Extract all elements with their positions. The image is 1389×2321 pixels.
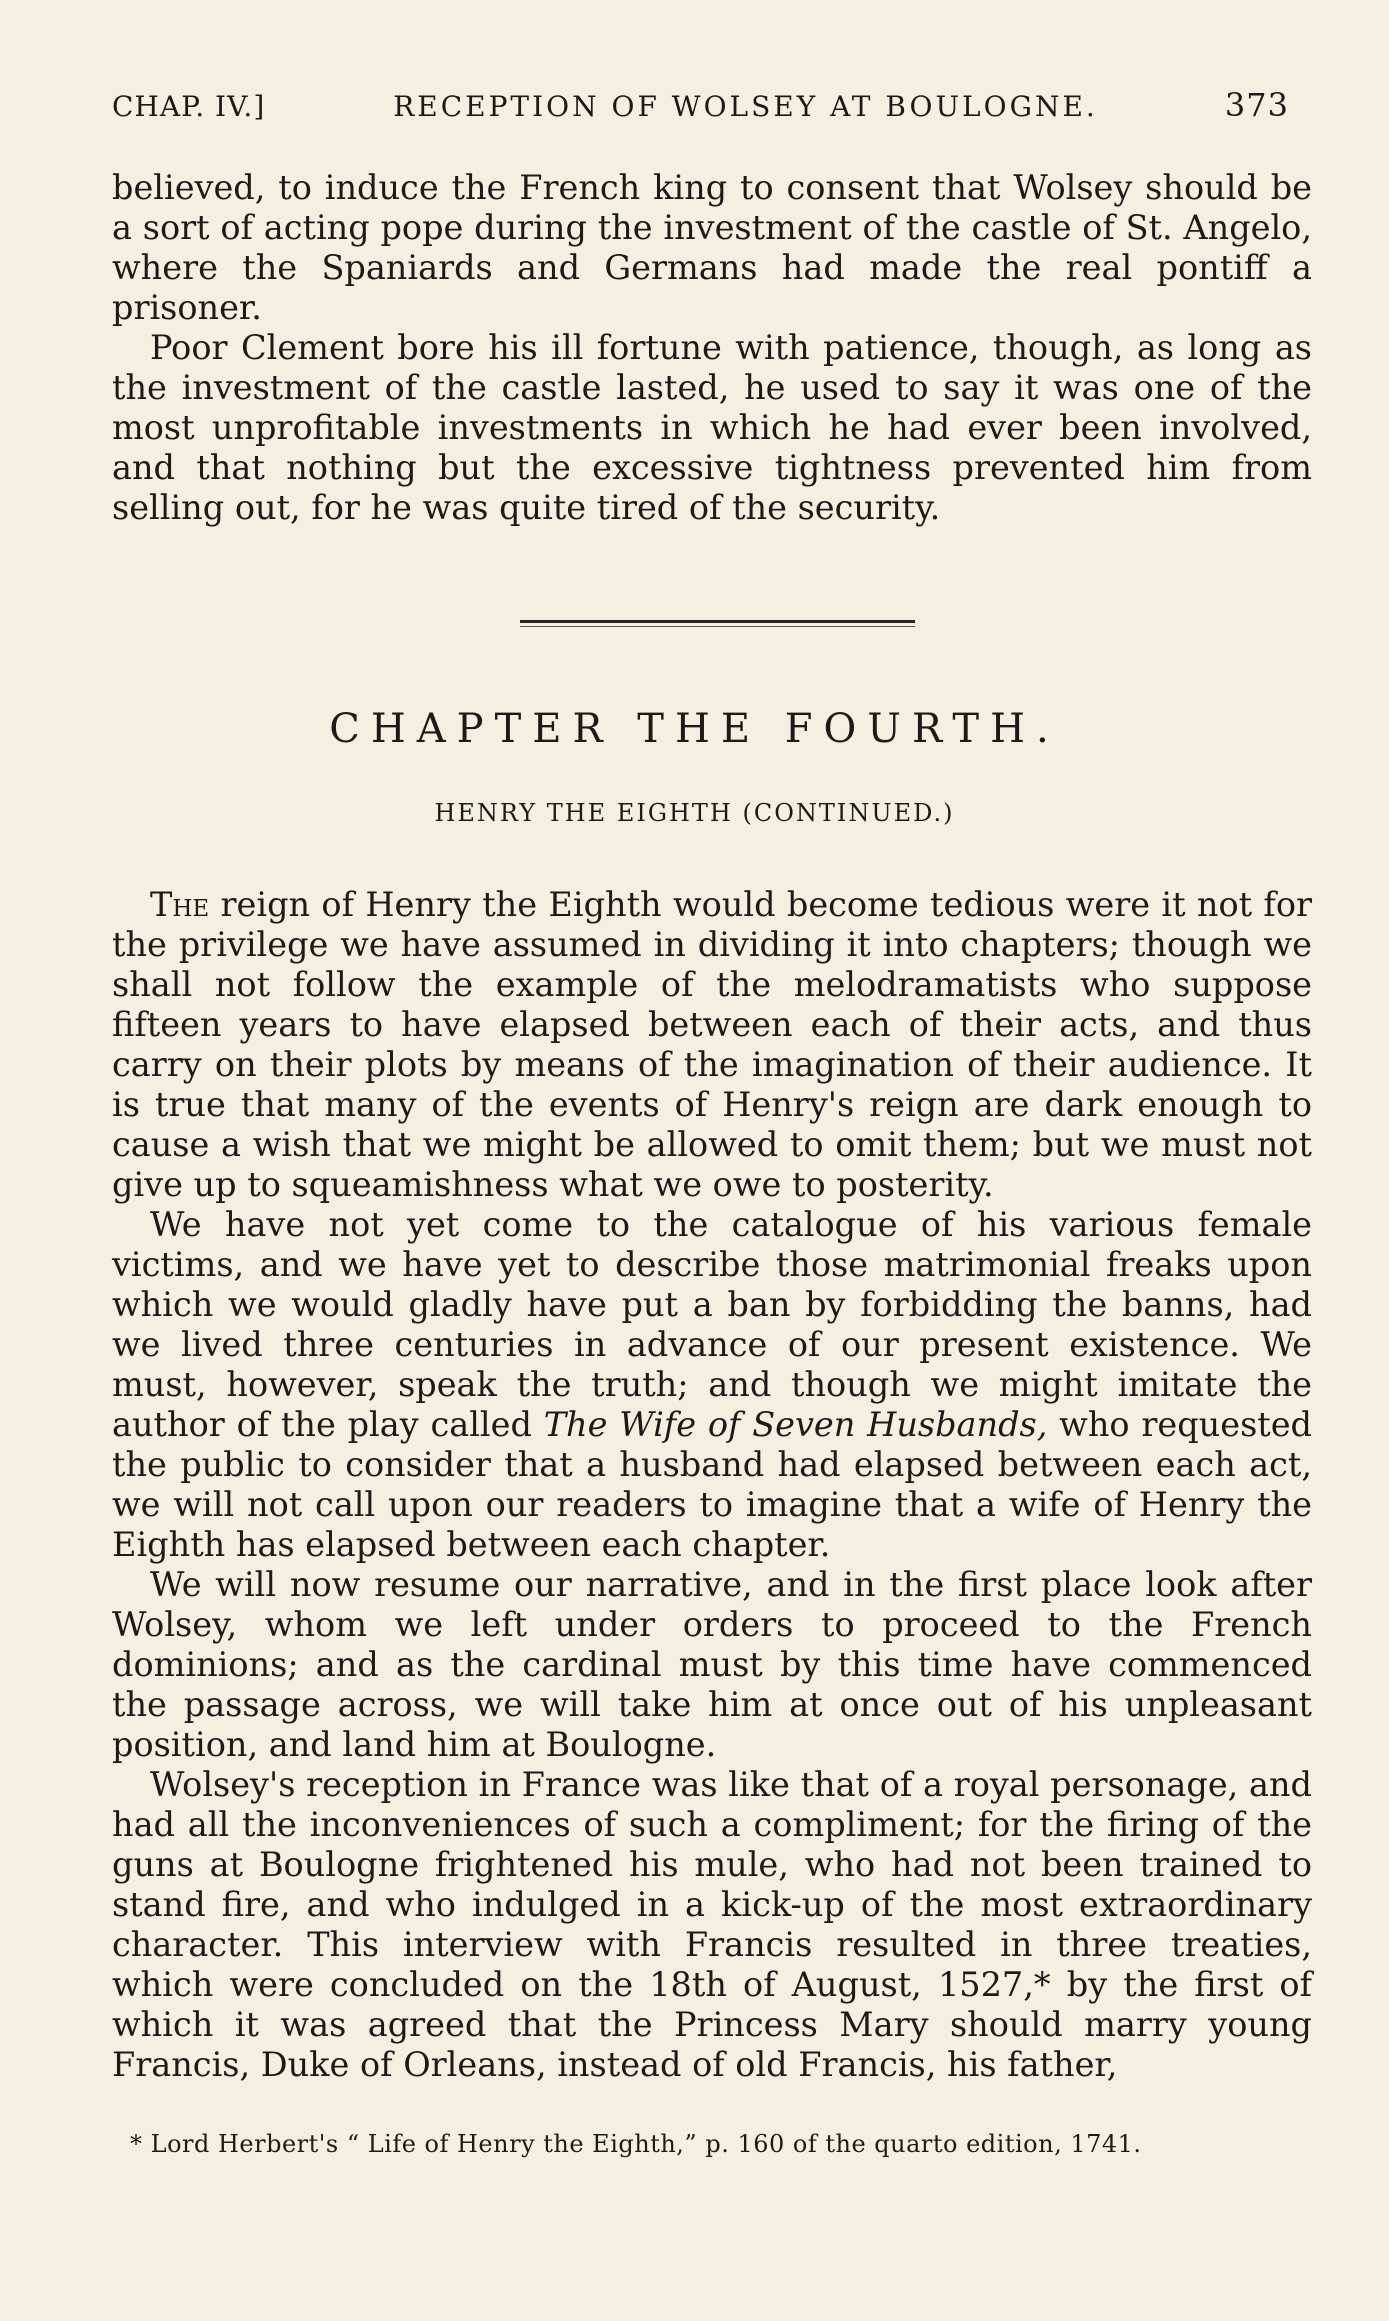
chapter-subheading: HENRY THE EIGHTH (CONTINUED.) [434,799,955,827]
paragraph-text: who requested the public to consider that a husband had elapsed between each act, we will not call upon our readers to imagine that a wife of Henry the Eighth has elapsed between each chapter. [112,1405,1313,1564]
opening-paragraph-text: reign of Henry the Eighth would become tedious were it not for the privilege we have assumed in dividing it into chapters; though we shall not follow the example of the melodramatists who suppose fifteen years to have elapsed between each of their acts, and thus carry on their plots by means of the imagination of their audience. It is true that many of the events of Henry's reign are dark enough to cause a wish that we might be allowed to omit them; but we must not give up to squeamishness what we owe to posterity. [112,885,1312,1204]
paragraph-victims [112,1205,1312,1565]
page-number: 373 [1224,86,1289,124]
top-text-block [112,168,1312,528]
opening-word: The [150,885,210,924]
running-head-title: RECEPTION OF WOLSEY AT BOULOGNE. [393,90,1098,123]
running-head [112,86,1289,124]
chapter-body [112,885,1312,2085]
chapter-heading: CHAPTER THE FOURTH. [329,706,1060,752]
running-head-chapter: CHAP. IV.] [112,90,266,123]
paragraph-opening [112,885,1312,1205]
paragraph-reception: Wolsey's reception in France was like that of a royal personage, and had all the inconveniences of such a compliment; for the firing of the guns at Boulogne frightened his mule, who had not been trained to stand fire, and who indulged in a kick-up of the most extraordinary character. This interview with Francis resulted in three treaties, which were concluded on the 18th of August, 1527,* by the first of which it was agreed that the Princess Mary should marry young Francis, Duke of Orleans, instead of old Francis, his father, [112,1765,1312,2084]
paragraph-clement: Poor Clement bore his ill fortune with patience, though, as long as the investment of the castle lasted, he used to say it was one of the most unprofitable investments in which he had ever been involved, and that nothing but the excessive tightness prevented him from selling out, for he was quite tired of the security. [112,328,1312,527]
play-title: The Wife of Seven Husbands, [543,1405,1048,1444]
footnote: * Lord Herbert's “ Life of Henry the Eighth,” p. 160 of the quarto edition, 1741. [130,2130,1142,2158]
section-divider [520,620,915,623]
paragraph-text: We have not yet come to the catalogue of his various female victims, and we have yet to describe those matrimonial freaks upon which we would gladly have put a ban by forbidding the banns, had we lived three centuries in advance of our present existence. We must, however, speak the truth; and though we might imitate the author of the play called [112,1205,1312,1444]
paragraph-continued: believed, to induce the French king to consent that Wolsey should be a sort of acting pope during the investment of the castle of St. Angelo, where the Spaniards and Germans had made the real pontiff a prisoner. [112,168,1312,327]
paragraph-narrative: We will now resume our narrative, and in the first place look after Wolsey, whom we left under orders to proceed to the French dominions; and as the cardinal must by this time have commenced the passage across, we will take him at once out of his unpleasant position, and land him at Boulogne. [112,1565,1312,1764]
